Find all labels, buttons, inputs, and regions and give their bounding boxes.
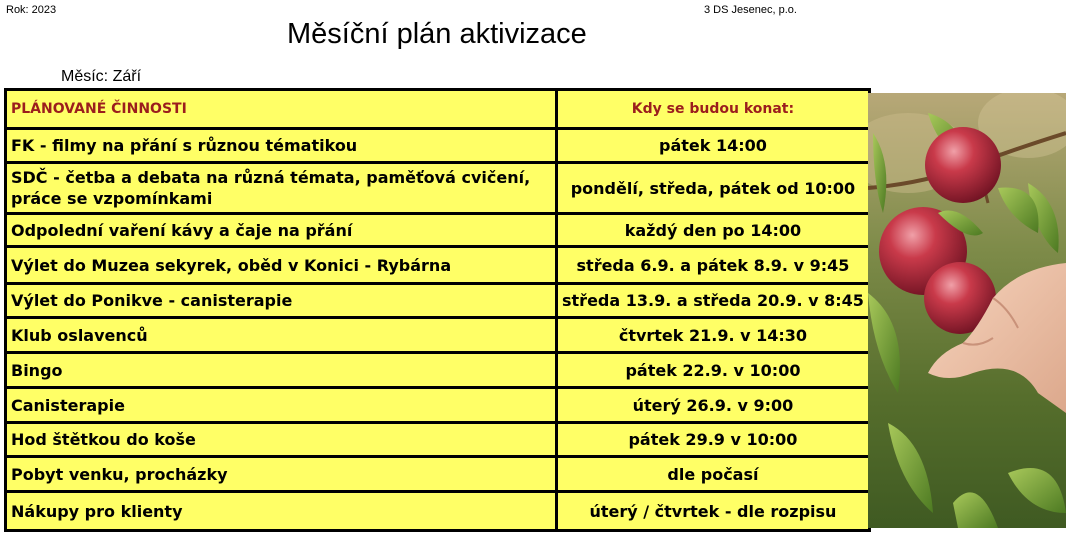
when-cell: pondělí, středa, pátek od 10:00 bbox=[557, 163, 870, 214]
apple-picking-illustration bbox=[868, 93, 1066, 528]
activity-cell: Výlet do Muzea sekyrek, oběd v Konici - Rybárna bbox=[6, 247, 557, 284]
when-cell: pátek 14:00 bbox=[557, 129, 870, 163]
table-row bbox=[6, 129, 870, 163]
apple-picking-photo bbox=[868, 93, 1066, 528]
activity-cell: Klub oslavenců bbox=[6, 318, 557, 353]
table-row bbox=[6, 353, 870, 388]
column-header-when: Kdy se budou konat: bbox=[557, 90, 870, 129]
table-row bbox=[6, 214, 870, 247]
activity-cell: Pobyt venku, procházky bbox=[6, 457, 557, 492]
when-cell: čtvrtek 21.9. v 14:30 bbox=[557, 318, 870, 353]
activity-cell: Odpolední vaření kávy a čaje na přání bbox=[6, 214, 557, 247]
activity-cell: FK - filmy na přání s různou tématikou bbox=[6, 129, 557, 163]
when-cell: pátek 22.9. v 10:00 bbox=[557, 353, 870, 388]
activity-cell: Bingo bbox=[6, 353, 557, 388]
page-title: Měsíční plán aktivizace bbox=[287, 18, 587, 50]
when-cell: každý den po 14:00 bbox=[557, 214, 870, 247]
table-row bbox=[6, 284, 870, 318]
activity-cell: Výlet do Ponikve - canisterapie bbox=[6, 284, 557, 318]
table-row bbox=[6, 247, 870, 284]
activity-cell: Hod štětkou do koše bbox=[6, 423, 557, 457]
when-cell: úterý 26.9. v 9:00 bbox=[557, 388, 870, 423]
table-row bbox=[6, 318, 870, 353]
month-label: Měsíc: Září bbox=[61, 68, 142, 85]
year-label: Rok: 2023 bbox=[6, 4, 57, 16]
table-row bbox=[6, 423, 870, 457]
table-header-row bbox=[6, 90, 870, 129]
when-cell: dle počasí bbox=[557, 457, 870, 492]
when-cell: středa 13.9. a středa 20.9. v 8:45 bbox=[557, 284, 870, 318]
table-row bbox=[6, 457, 870, 492]
column-header-activities: PLÁNOVANÉ ČINNOSTI bbox=[6, 90, 557, 129]
when-cell: úterý / čtvrtek - dle rozpisu bbox=[557, 492, 870, 531]
table-row bbox=[6, 388, 870, 423]
table-row bbox=[6, 492, 870, 531]
table-row bbox=[6, 163, 870, 214]
activity-plan-table bbox=[4, 88, 871, 532]
activity-cell: Nákupy pro klienty bbox=[6, 492, 557, 531]
activity-cell: SDČ - četba a debata na různá témata, paměťová cvičení, práce se vzpomínkami bbox=[6, 163, 557, 214]
activity-cell: Canisterapie bbox=[6, 388, 557, 423]
when-cell: středa 6.9. a pátek 8.9. v 9:45 bbox=[557, 247, 870, 284]
when-cell: pátek 29.9 v 10:00 bbox=[557, 423, 870, 457]
organization-label: 3 DS Jesenec, p.o. bbox=[704, 4, 797, 16]
